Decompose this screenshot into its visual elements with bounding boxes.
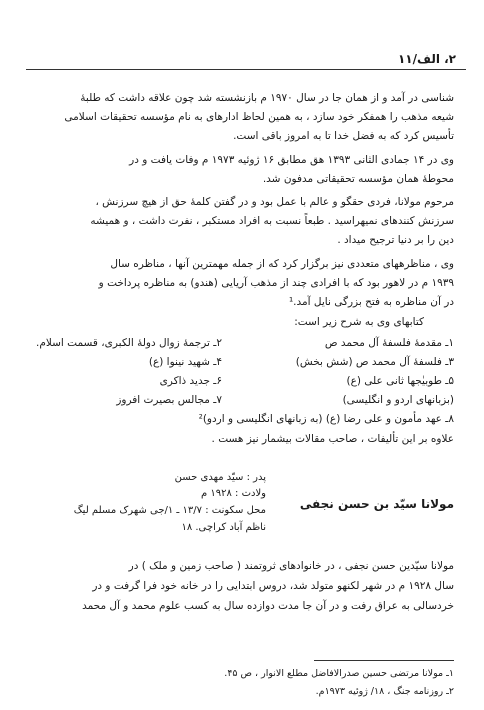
book-item-6: ۶ـ جدید ذاکری: [159, 375, 222, 387]
para2-line-1: وی در ۱۴ جمادی الثانی ۱۳۹۳ هق مطابق ۱۶ ژوئیه ۱۹۷۳ م وفات یافت و در: [129, 154, 454, 166]
page-reference: ۲، الف/۱۱: [397, 52, 456, 66]
book-item-7: ۷ـ مجالس بصیرت افروز: [116, 394, 222, 406]
bio-birth: ولادت : ۱۹۲۸ م: [201, 488, 266, 499]
para5-line-1: مولانا سیّدین حسن نجفی ، در خانوادهای ثروتمند ( صاحب زمین و ملک ) در: [128, 560, 454, 572]
book-item-4: ۴ـ شهید نینوا (ع): [148, 356, 222, 368]
bio-father: پدر : سیّد مهدی حسن: [174, 472, 266, 483]
para1-line-2: شیعه مذهب را همفکر خود سازد ، به همین لحاظ ادارهای به نام مؤسسه تحقیقات اسلامی: [64, 111, 454, 123]
book-item-5-note: (بزبانهای اردو و انگلیسی): [342, 394, 454, 406]
book-item-1: ۱ـ مقدمهٔ فلسفهٔ آل محمد ص: [324, 337, 454, 349]
bio-name: مولانا سیّد بن حسن نجفی: [299, 497, 454, 511]
book-item-8: ۸ـ عهد مأمون و علی رضا (ع) (به زبانهای انگلیسی و اردو)²: [198, 413, 454, 425]
para3-line-3: دین را بر دنیا ترجیح میداد .: [337, 234, 454, 246]
footnote-rule: [314, 660, 454, 661]
para3-line-2: سرزنش کنندهای نمیهراسید . طبعاً نسبت به افراد مستکبر ، نفرت داشت ، و همیشه: [90, 215, 454, 227]
book-item-3: ۳ـ فلسفهٔ آل محمد ص (شش بخش): [295, 356, 454, 368]
book-item-5: ۵ـ طوبیٰجها ثانی علی (ع): [346, 375, 454, 387]
closing-line: علاوه بر این تألیفات ، صاحب مقالات بیشمار نیز هست .: [211, 433, 454, 445]
para1-line-3: تأسیس کرد که به فضل خدا تا به امروز باقی است.: [233, 130, 454, 142]
para4-line-1: وی ، مناظرههای متعددی نیز برگزار کرد که از جمله مهمترین آنها ، مناظره سال: [110, 258, 454, 270]
para1-line-1: شناسی در آمد و از همان جا در سال ۱۹۷۰ م بازنشسته شد چون علاقه داشت که طلبهٔ: [80, 92, 454, 104]
para5-line-3: خردسالی به عراق رفت و در آن جا مدت دوازده سال به کسب علوم محمد و آل محمد: [82, 600, 454, 612]
bio-residence-cont: ناظم آباد کراچی. ۱۸: [181, 522, 266, 533]
books-intro: کتابهای وی به شرح زیر است:: [294, 316, 424, 328]
book-item-2: ۲ـ ترجمهٔ زوال دولهٔ الکبری، قسمت اسلام.: [36, 337, 222, 349]
para3-line-1: مرحوم مولانا، فردی حقگو و عالم با عمل بود و در گفتن کلمهٔ حق از هیچ سرزنش ،: [95, 196, 454, 208]
bio-residence: محل سکونت : ۱۳/۷ ـ ۱/جی شهرک مسلم لیگ: [73, 505, 266, 516]
footnote-2: ۲ـ روزنامه جنگ ، ۱۸/ ژوئیه ۱۹۷۳م.: [315, 686, 454, 697]
para4-line-3: در آن مناظره به فتح بزرگی نایل آمد.¹: [288, 296, 454, 308]
para5-line-2: سال ۱۹۲۸ م در شهر لکنهو متولد شد، دروس ابتدایی را در خانه خود فرا گرفت و در: [92, 580, 454, 592]
header-rule: [26, 69, 466, 70]
para2-line-2: محوطهٔ همان مؤسسه تحقیقاتی مدفون شد.: [262, 173, 454, 185]
footnote-1: ۱ـ مولانا مرتضی حسین صدرالافاضل مطلع الانوار ، ص ۴۵.: [224, 668, 454, 679]
para4-line-2: ۱۹۳۹ م در لاهور بود که با افرادی چند از مذهب آریایی (هندو) به مناظره پرداخت و: [98, 277, 454, 289]
